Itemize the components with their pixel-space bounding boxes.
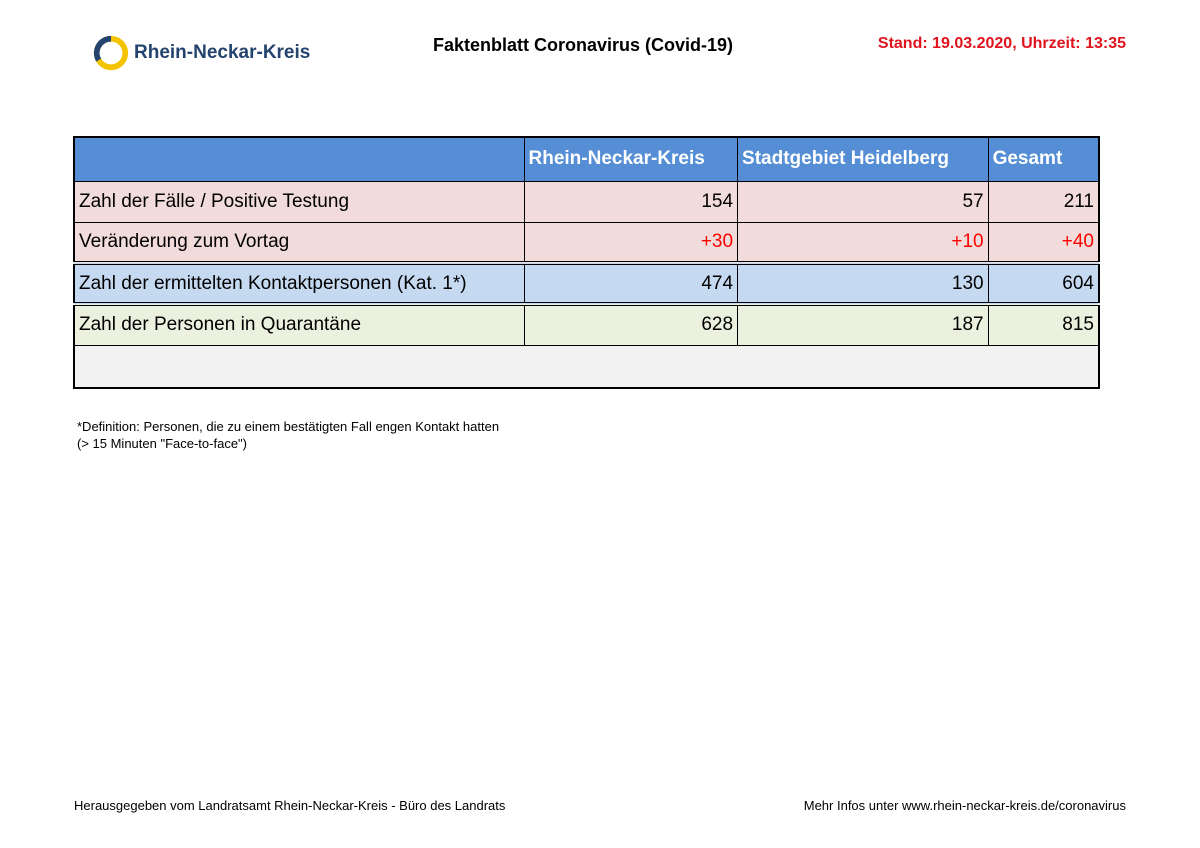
table-row-quarantine [74,304,1099,345]
column-header-heidelberg: Stadtgebiet Heidelberg [738,137,989,181]
column-header-label [74,137,524,181]
status-timestamp: Stand: 19.03.2020, Uhrzeit: 13:35 [877,35,1126,52]
logo-text: Rhein-Neckar-Kreis [134,42,311,63]
table-header-row [74,137,1099,181]
row-label: Zahl der ermittelten Kontaktpersonen (Kat. 1*) [74,263,524,304]
footnote [77,418,499,452]
cell-gesamt: +40 [988,222,1099,263]
cell-rhein-neckar-kreis: 474 [524,263,738,304]
footer-publisher: Herausgegeben vom Landratsamt Rhein-Neckar-Kreis - Büro des Landrats [74,798,506,813]
footnote-line-2: (> 15 Minuten "Face-to-face") [77,436,247,451]
cell-heidelberg: 130 [738,263,989,304]
row-label: Zahl der Fälle / Positive Testung [74,181,524,222]
logo [92,33,310,73]
page-title: Faktenblatt Coronavirus (Covid-19) [433,35,734,55]
empty-cell [74,345,1099,388]
cell-gesamt: 211 [988,181,1099,222]
footer-more-info: Mehr Infos unter www.rhein-neckar-kreis.de/coronavirus [803,798,1126,813]
cell-heidelberg: 57 [738,181,989,222]
cell-gesamt: 604 [988,263,1099,304]
table-row-empty [74,345,1099,388]
row-label: Veränderung zum Vortag [74,222,524,263]
column-header-gesamt: Gesamt [988,137,1099,181]
column-header-rhein-neckar-kreis: Rhein-Neckar-Kreis [524,137,738,181]
row-label: Zahl der Personen in Quarantäne [74,304,524,345]
facts-table [73,136,1100,389]
cell-rhein-neckar-kreis: +30 [524,222,738,263]
cell-rhein-neckar-kreis: 154 [524,181,738,222]
cell-heidelberg: +10 [738,222,989,263]
table-row-change [74,222,1099,263]
cell-gesamt: 815 [988,304,1099,345]
table-row-cases [74,181,1099,222]
cell-rhein-neckar-kreis: 628 [524,304,738,345]
logo-ring-icon [92,34,130,72]
cell-heidelberg: 187 [738,304,989,345]
table-row-contacts [74,263,1099,304]
footnote-line-1: *Definition: Personen, die zu einem bestätigten Fall engen Kontakt hatten [77,419,500,434]
